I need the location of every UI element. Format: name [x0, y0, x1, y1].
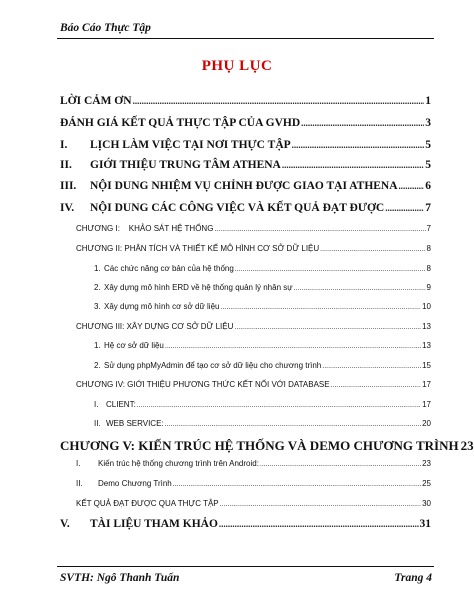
toc-entry-chuong-1[interactable]: CHƯƠNG I: KHẢO SÁT HỆ THỐNG ..... 7	[76, 225, 431, 233]
toc-entry-erd[interactable]: 2. Xây dựng mô hình ERD về hệ thống quản lý nhân sự ..... 9	[94, 284, 431, 292]
toc-entry-mo-hinh-csdl[interactable]: 3. Xây dựng mô hình cơ sở dữ liệu ..... 10	[94, 303, 431, 311]
toc-entry-chuong-4[interactable]: CHƯƠNG IV: GIỚI THIỆU PHƯƠNG THỨC KẾT NỐI VỚI DATABASE ..... 17	[76, 381, 431, 389]
toc-entry-he-csdl[interactable]: 1. Hệ cơ sở dữ liệu ..... 13	[94, 342, 431, 350]
toc-entry-demo[interactable]: II. Demo Chương Trình ..... 25	[76, 480, 431, 488]
toc-entry-ket-qua[interactable]: KẾT QUẢ ĐẠT ĐƯỢC QUA THỰC TẬP ..... 30	[76, 500, 431, 508]
toc-entry-loi-cam-on[interactable]: LỜI CẢM ƠN ..... 1	[60, 96, 431, 108]
page-title: PHỤ LỤC	[201, 58, 273, 74]
toc-entry-lich-lam-viec[interactable]: I. LỊCH LÀM VIỆC TẠI NƠI THỰC TẬP ..... 5	[60, 140, 431, 152]
toc-entry-client[interactable]: I. CLIENT: ..... 17	[94, 401, 431, 409]
footer-page-number: Trang 4	[394, 572, 432, 584]
toc-entry-web-service[interactable]: II. WEB SERVICE: ..... 20	[94, 420, 431, 428]
page-header: Báo Cáo Thực Tập	[60, 22, 151, 34]
toc-entry-chuong-2[interactable]: CHƯƠNG II: PHÂN TÍCH VÀ THIẾT KẾ MÔ HÌNH CƠ SỞ DỮ LIỆU ..... 8	[76, 245, 431, 253]
toc-entry-noi-dung-cong-viec[interactable]: IV. NỘI DUNG CÁC CÔNG VIỆC VÀ KẾT QUẢ ĐẠT ĐƯỢC ..... 7	[60, 203, 431, 215]
toc-entry-chuc-nang[interactable]: 1. Các chức năng cơ bản của hệ thống ..... 8	[94, 265, 431, 273]
footer-divider	[57, 566, 434, 567]
toc-entry-danh-gia[interactable]: ĐÁNH GIÁ KẾT QUẢ THỰC TẬP CỦA GVHD ..... 3	[60, 118, 431, 130]
toc-entry-chuong-5[interactable]: CHƯƠNG V: KIẾN TRÚC HỆ THỐNG VÀ DEMO CHƯƠNG TRÌNH 23	[60, 438, 474, 453]
toc-entry-kien-truc[interactable]: I. Kiến trúc hệ thống chương trình trên Android: ..... 23	[76, 460, 431, 468]
toc-entry-gioi-thieu-athena[interactable]: II. GIỚI THIỆU TRUNG TÂM ATHENA ..... 5	[60, 160, 431, 172]
toc-entry-chuong-3[interactable]: CHƯƠNG III: XÂY DỰNG CƠ SỞ DỮ LIỆU ..... 13	[76, 323, 431, 331]
toc-entry-phpmyadmin[interactable]: 2. Sử dụng phpMyAdmin để tạo cơ sở dữ liệu cho chương trình ..... 15	[94, 362, 431, 370]
footer-author: SVTH: Ngô Thanh Tuấn	[60, 572, 180, 584]
toc-entry-noi-dung-nhiem-vu[interactable]: III. NỘI DUNG NHIỆM VỤ CHỈNH ĐƯỢC GIAO TẠI ATHENA ..... 6	[60, 181, 431, 193]
toc-entry-tai-lieu[interactable]: V. TÀI LIỆU THAM KHẢO ..... 31	[60, 519, 431, 531]
